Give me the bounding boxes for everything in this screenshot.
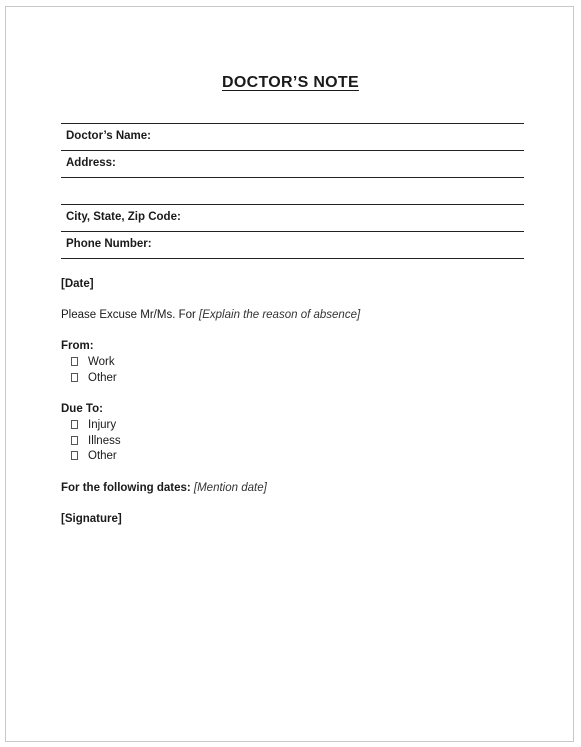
due-to-option-other[interactable] xyxy=(71,449,117,463)
option-label: Other xyxy=(88,372,117,384)
checkbox-icon[interactable] xyxy=(71,420,78,429)
dates-placeholder: [Mention date] xyxy=(190,482,267,494)
city-state-zip-field: City, State, Zip Code: xyxy=(61,205,524,232)
excuse-text: Please Excuse Mr/Ms. For xyxy=(61,309,200,321)
dates-label: For the following dates: xyxy=(61,482,191,494)
option-label: Illness xyxy=(88,435,121,447)
checkbox-icon[interactable] xyxy=(71,436,78,445)
reason-placeholder: [Explain the reason of absence] xyxy=(199,309,361,321)
due-to-option-illness[interactable] xyxy=(71,434,121,448)
due-to-label: Due To: xyxy=(61,403,103,415)
phone-number-field: Phone Number: xyxy=(61,232,524,259)
checkbox-icon[interactable] xyxy=(71,357,78,366)
option-label: Work xyxy=(88,356,115,368)
doctor-info-table xyxy=(61,123,524,259)
address-line-2-field xyxy=(61,178,524,205)
signature-label: [Signature] xyxy=(61,513,122,525)
address-field: Address: xyxy=(61,151,524,178)
option-label: Injury xyxy=(88,419,117,431)
dates-line xyxy=(61,481,267,495)
doctor-name-field: Doctor’s Name: xyxy=(61,124,524,151)
excuse-line xyxy=(61,308,360,322)
checkbox-icon[interactable] xyxy=(71,373,78,382)
from-option-other[interactable] xyxy=(71,371,117,385)
due-to-option-injury[interactable] xyxy=(71,418,116,432)
date-label: [Date] xyxy=(61,278,94,290)
document-title: DOCTOR’S NOTE xyxy=(222,74,359,91)
option-label: Other xyxy=(88,450,117,462)
checkbox-icon[interactable] xyxy=(71,451,78,460)
from-label: From: xyxy=(61,340,94,352)
from-option-work[interactable] xyxy=(71,355,115,369)
